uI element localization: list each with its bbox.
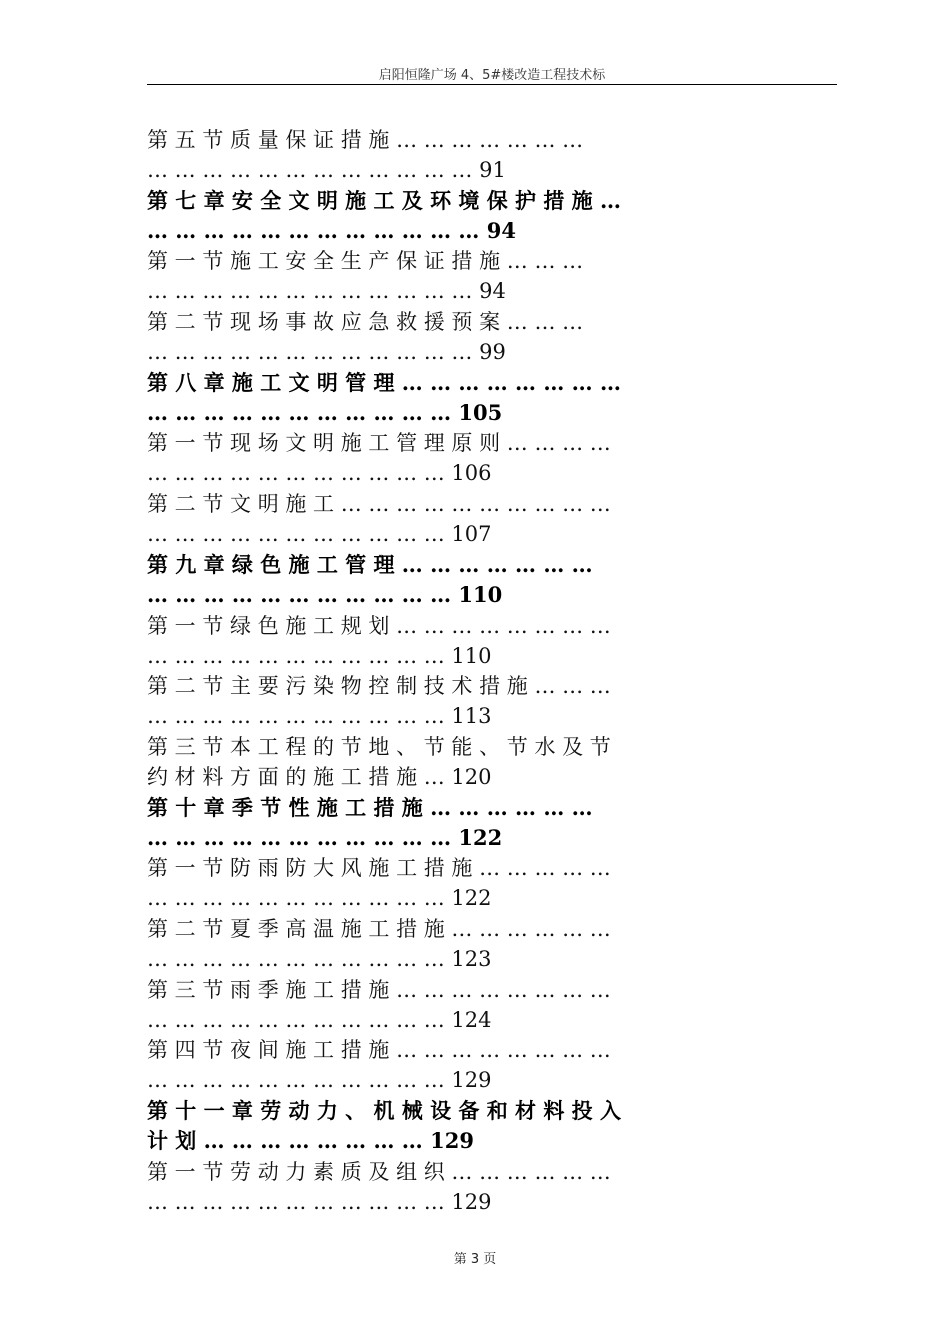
toc-entry-title: 第 三 节 本 工 程 的 节 地 、 节 能 、 节 水 及 节 bbox=[147, 734, 611, 759]
toc-entry-leader-page: 计 划 … … … … … … … … 129 bbox=[147, 1128, 474, 1153]
toc-chapter-entry[interactable] bbox=[147, 550, 827, 611]
toc-entry-title: 第 一 节 绿 色 施 工 规 划 … … … … … … … … bbox=[147, 613, 611, 638]
toc-entry-leader-page: … … … … … … … … … … … … 94 bbox=[147, 279, 506, 304]
toc-chapter-entry[interactable] bbox=[147, 1096, 827, 1157]
toc-entry-leader-page: … … … … … … … … … … … 105 bbox=[147, 399, 503, 425]
toc-entry-title: 第 二 节 夏 季 高 温 施 工 措 施 … … … … … … bbox=[147, 916, 611, 941]
toc-section-entry[interactable] bbox=[147, 428, 827, 489]
toc-entry-leader-page: … … … … … … … … … … … … 99 bbox=[147, 340, 506, 365]
toc-section-entry[interactable] bbox=[147, 307, 827, 368]
toc-entry-title: 第 一 节 施 工 安 全 生 产 保 证 措 施 … … … bbox=[147, 249, 584, 274]
toc-chapter-entry[interactable] bbox=[147, 186, 827, 247]
toc-section-entry[interactable] bbox=[147, 246, 827, 307]
toc-section-entry[interactable] bbox=[147, 671, 827, 732]
toc-entry-title: 第 一 节 现 场 文 明 施 工 管 理 原 则 … … … … bbox=[147, 431, 611, 456]
toc-section-entry[interactable] bbox=[147, 1157, 827, 1218]
toc-section-entry[interactable] bbox=[147, 914, 827, 975]
toc-entry-leader-page: 约 材 料 方 面 的 施 工 措 施 … 120 bbox=[147, 764, 492, 789]
toc-entry-title: 第 七 章 安 全 文 明 施 工 及 环 境 保 护 措 施 … bbox=[147, 187, 621, 213]
toc-entry-title: 第 二 节 文 明 施 工 … … … … … … … … … … bbox=[147, 492, 611, 517]
toc-entry-leader-page: … … … … … … … … … … … 110 bbox=[147, 643, 492, 668]
toc-entry-leader-page: … … … … … … … … … … … 122 bbox=[147, 886, 492, 911]
toc-entry-leader-page: … … … … … … … … … … … 113 bbox=[147, 704, 492, 729]
toc-section-entry[interactable] bbox=[147, 975, 827, 1036]
toc-entry-title: 第 五 节 质 量 保 证 措 施 … … … … … … … bbox=[147, 128, 584, 152]
toc-entry-leader-page: … … … … … … … … … … … 129 bbox=[147, 1068, 492, 1093]
toc-entry-title: 第 二 节 现 场 事 故 应 急 救 援 预 案 … … … bbox=[147, 310, 584, 335]
header-divider bbox=[147, 84, 837, 85]
toc-section-entry[interactable] bbox=[147, 489, 827, 550]
toc-section-entry[interactable] bbox=[147, 853, 827, 914]
toc-entry-title: 第 十 一 章 劳 动 力 、 机 械 设 备 和 材 料 投 入 bbox=[147, 1098, 621, 1123]
toc-entry-leader-page: … … … … … … … … … … … … 94 bbox=[147, 217, 516, 243]
running-header: 启阳恒隆广场 4、5#楼改造工程技术标 bbox=[378, 68, 606, 83]
toc-entry-leader-page: … … … … … … … … … … … 129 bbox=[147, 1189, 492, 1214]
toc-section-entry[interactable] bbox=[147, 125, 827, 186]
toc-entry-title: 第 四 节 夜 间 施 工 措 施 … … … … … … … … bbox=[147, 1038, 611, 1063]
toc-section-entry[interactable] bbox=[147, 611, 827, 672]
toc-chapter-entry[interactable] bbox=[147, 368, 827, 429]
toc-entry-leader-page: … … … … … … … … … … … 124 bbox=[147, 1007, 492, 1032]
toc-entry-title: 第 三 节 雨 季 施 工 措 施 … … … … … … … … bbox=[147, 977, 611, 1002]
toc-chapter-entry[interactable] bbox=[147, 793, 827, 854]
toc-entry-title: 第 十 章 季 节 性 施 工 措 施 … … … … … … bbox=[147, 794, 593, 820]
toc-section-entry[interactable] bbox=[147, 1035, 827, 1096]
toc-entry-leader-page: … … … … … … … … … … … 123 bbox=[147, 946, 492, 971]
toc-entry-leader-page: … … … … … … … … … … … 106 bbox=[147, 461, 492, 486]
table-of-contents bbox=[147, 125, 827, 1217]
toc-entry-leader-page: … … … … … … … … … … … … 91 bbox=[147, 158, 506, 182]
toc-entry-title: 第 一 节 劳 动 力 素 质 及 组 织 … … … … … … bbox=[147, 1159, 611, 1184]
toc-entry-title: 第 八 章 施 工 文 明 管 理 … … … … … … … … bbox=[147, 369, 621, 395]
page-number: 第 3 页 bbox=[453, 1252, 497, 1267]
toc-entry-leader-page: … … … … … … … … … … … 122 bbox=[147, 824, 503, 850]
toc-entry-leader-page: … … … … … … … … … … … 107 bbox=[147, 522, 492, 547]
toc-entry-title: 第 一 节 防 雨 防 大 风 施 工 措 施 … … … … … bbox=[147, 856, 611, 881]
toc-entry-title: 第 九 章 绿 色 施 工 管 理 … … … … … … … bbox=[147, 551, 593, 577]
toc-entry-title: 第 二 节 主 要 污 染 物 控 制 技 术 措 施 … … … bbox=[147, 674, 611, 699]
toc-entry-leader-page: … … … … … … … … … … … 110 bbox=[147, 581, 503, 607]
toc-section-entry[interactable] bbox=[147, 732, 827, 793]
